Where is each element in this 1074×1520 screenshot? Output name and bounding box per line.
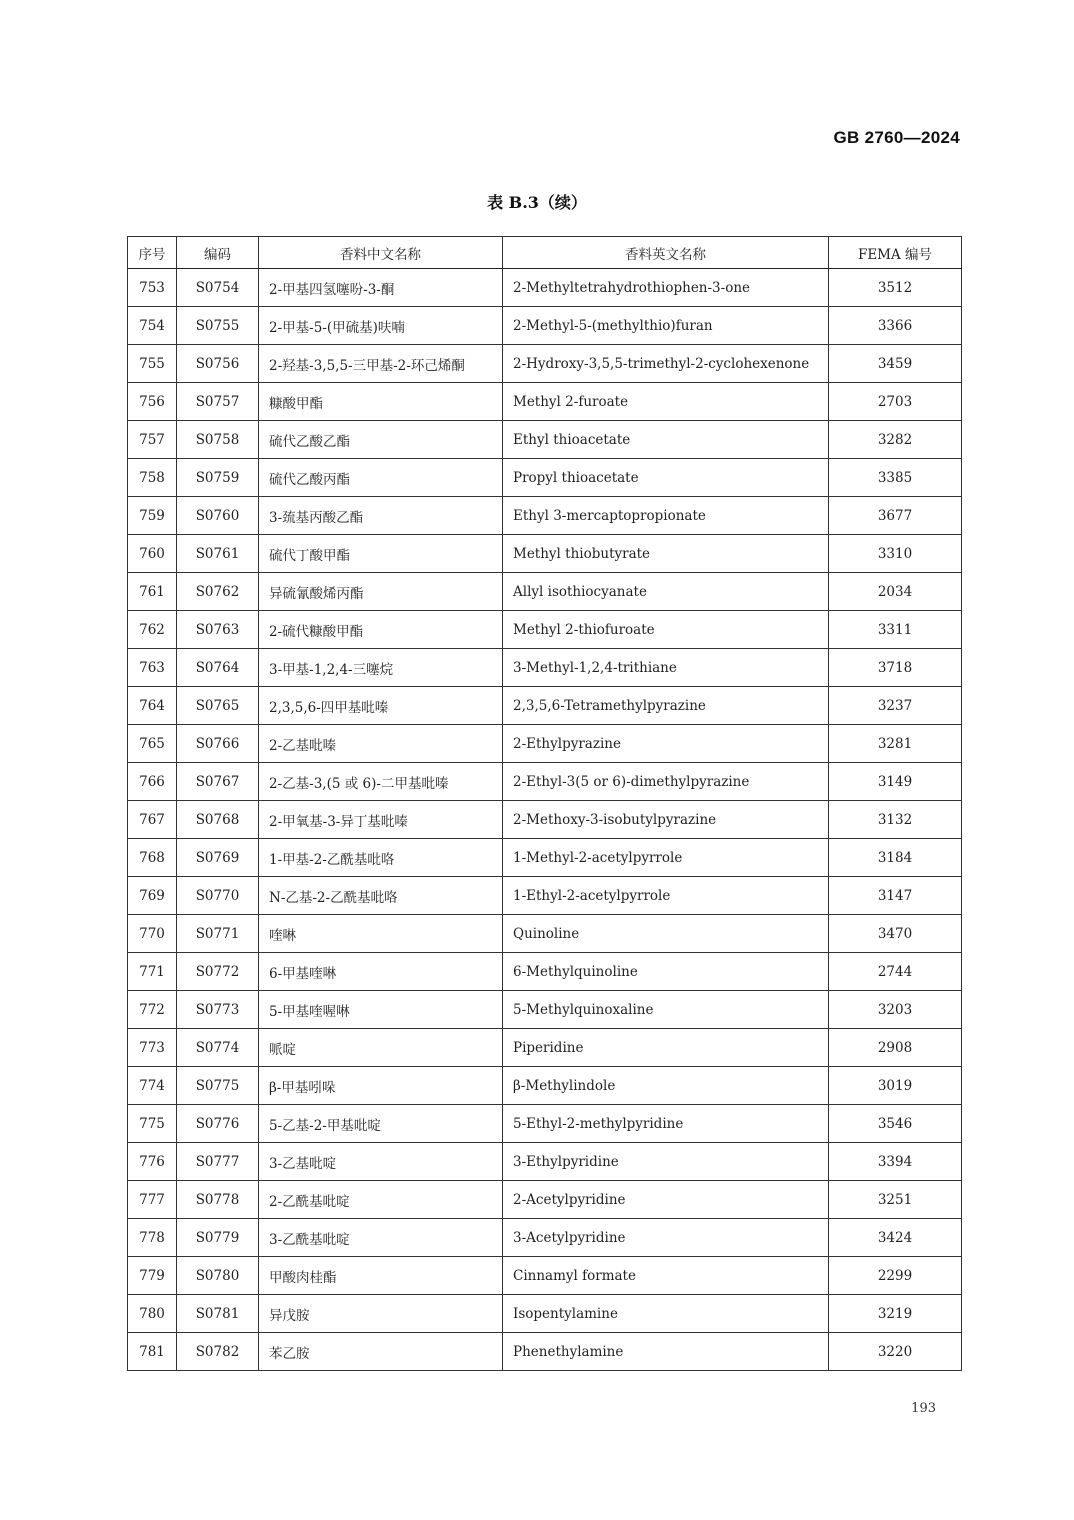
fema-number-cell: 3019	[829, 1067, 962, 1105]
serial-cell: 754	[128, 307, 177, 345]
chinese-name-cell: 2-乙基吡嗪	[259, 725, 503, 763]
english-name-cell: Propyl thioacetate	[503, 459, 829, 497]
serial-cell: 763	[128, 649, 177, 687]
serial-cell: 753	[128, 269, 177, 307]
table-row	[128, 839, 962, 877]
english-name-cell: Allyl isothiocyanate	[503, 573, 829, 611]
table-row	[128, 535, 962, 573]
table-row	[128, 497, 962, 535]
english-name-cell: 2-Methyl-5-(methylthio)furan	[503, 307, 829, 345]
chinese-name-cell: 2,3,5,6-四甲基吡嗪	[259, 687, 503, 725]
column-header-fema-number: FEMA 编号	[829, 237, 962, 269]
fema-number-cell: 3310	[829, 535, 962, 573]
code-cell: S0762	[177, 573, 259, 611]
english-name-cell: Isopentylamine	[503, 1295, 829, 1333]
chinese-name-cell: 6-甲基喹啉	[259, 953, 503, 991]
table-row	[128, 1295, 962, 1333]
english-name-cell: Cinnamyl formate	[503, 1257, 829, 1295]
table-row	[128, 1067, 962, 1105]
fema-number-cell: 3394	[829, 1143, 962, 1181]
fema-number-cell: 3385	[829, 459, 962, 497]
chinese-name-cell: 2-乙酰基吡啶	[259, 1181, 503, 1219]
code-cell: S0766	[177, 725, 259, 763]
serial-cell: 757	[128, 421, 177, 459]
code-cell: S0763	[177, 611, 259, 649]
code-cell: S0777	[177, 1143, 259, 1181]
english-name-cell: Methyl 2-furoate	[503, 383, 829, 421]
chinese-name-cell: 1-甲基-2-乙酰基吡咯	[259, 839, 503, 877]
code-cell: S0756	[177, 345, 259, 383]
code-cell: S0754	[177, 269, 259, 307]
chinese-name-cell: N-乙基-2-乙酰基吡咯	[259, 877, 503, 915]
english-name-cell: 5-Ethyl-2-methylpyridine	[503, 1105, 829, 1143]
fema-number-cell: 2299	[829, 1257, 962, 1295]
serial-cell: 776	[128, 1143, 177, 1181]
fema-number-cell: 2744	[829, 953, 962, 991]
fema-number-cell: 3147	[829, 877, 962, 915]
chinese-name-cell: 2-甲氧基-3-异丁基吡嗪	[259, 801, 503, 839]
code-cell: S0760	[177, 497, 259, 535]
code-cell: S0780	[177, 1257, 259, 1295]
table-row	[128, 991, 962, 1029]
english-name-cell: 1-Ethyl-2-acetylpyrrole	[503, 877, 829, 915]
page-number: 193	[911, 1401, 936, 1416]
code-cell: S0781	[177, 1295, 259, 1333]
chinese-name-cell: 2-羟基-3,5,5-三甲基-2-环己烯酮	[259, 345, 503, 383]
code-cell: S0779	[177, 1219, 259, 1257]
fema-number-cell: 3132	[829, 801, 962, 839]
english-name-cell: 3-Ethylpyridine	[503, 1143, 829, 1181]
fema-number-cell: 3424	[829, 1219, 962, 1257]
table-row	[128, 383, 962, 421]
table-row	[128, 725, 962, 763]
serial-cell: 766	[128, 763, 177, 801]
chinese-name-cell: 3-乙基吡啶	[259, 1143, 503, 1181]
chinese-name-cell: 硫代乙酸乙酯	[259, 421, 503, 459]
table-row	[128, 801, 962, 839]
standard-code: GB 2760—2024	[833, 128, 960, 147]
table-row	[128, 611, 962, 649]
serial-cell: 765	[128, 725, 177, 763]
code-cell: S0765	[177, 687, 259, 725]
table-row	[128, 1105, 962, 1143]
code-cell: S0771	[177, 915, 259, 953]
fema-number-cell: 3546	[829, 1105, 962, 1143]
code-cell: S0764	[177, 649, 259, 687]
fema-number-cell: 3512	[829, 269, 962, 307]
chinese-name-cell: 2-甲基四氢噻吩-3-酮	[259, 269, 503, 307]
code-cell: S0782	[177, 1333, 259, 1371]
serial-cell: 769	[128, 877, 177, 915]
serial-cell: 777	[128, 1181, 177, 1219]
chinese-name-cell: 3-甲基-1,2,4-三噻烷	[259, 649, 503, 687]
fema-number-cell: 3366	[829, 307, 962, 345]
code-cell: S0757	[177, 383, 259, 421]
code-cell: S0778	[177, 1181, 259, 1219]
code-cell: S0776	[177, 1105, 259, 1143]
fema-number-cell: 3677	[829, 497, 962, 535]
column-header-english-name: 香料英文名称	[503, 237, 829, 269]
table-row	[128, 877, 962, 915]
table-row	[128, 573, 962, 611]
table-row	[128, 1181, 962, 1219]
flavor-table	[127, 236, 962, 1371]
english-name-cell: Ethyl thioacetate	[503, 421, 829, 459]
english-name-cell: 1-Methyl-2-acetylpyrrole	[503, 839, 829, 877]
serial-cell: 775	[128, 1105, 177, 1143]
fema-number-cell: 3220	[829, 1333, 962, 1371]
fema-number-cell: 3237	[829, 687, 962, 725]
chinese-name-cell: 5-乙基-2-甲基吡啶	[259, 1105, 503, 1143]
code-cell: S0768	[177, 801, 259, 839]
code-cell: S0773	[177, 991, 259, 1029]
fema-number-cell: 2034	[829, 573, 962, 611]
chinese-name-cell: 3-乙酰基吡啶	[259, 1219, 503, 1257]
serial-cell: 758	[128, 459, 177, 497]
table-row	[128, 421, 962, 459]
fema-number-cell: 2908	[829, 1029, 962, 1067]
column-header-chinese-name: 香料中文名称	[259, 237, 503, 269]
english-name-cell: 2,3,5,6-Tetramethylpyrazine	[503, 687, 829, 725]
serial-cell: 767	[128, 801, 177, 839]
table-row	[128, 1257, 962, 1295]
fema-number-cell: 2703	[829, 383, 962, 421]
serial-cell: 756	[128, 383, 177, 421]
column-header-serial: 序号	[128, 237, 177, 269]
chinese-name-cell: 硫代丁酸甲酯	[259, 535, 503, 573]
code-cell: S0758	[177, 421, 259, 459]
english-name-cell: 5-Methylquinoxaline	[503, 991, 829, 1029]
serial-cell: 780	[128, 1295, 177, 1333]
fema-number-cell: 3459	[829, 345, 962, 383]
fema-number-cell: 3184	[829, 839, 962, 877]
english-name-cell: Ethyl 3-mercaptopropionate	[503, 497, 829, 535]
english-name-cell: 2-Methyltetrahydrothiophen-3-one	[503, 269, 829, 307]
chinese-name-cell: 异戊胺	[259, 1295, 503, 1333]
table-row	[128, 1029, 962, 1067]
table-row	[128, 1143, 962, 1181]
table-row	[128, 1333, 962, 1371]
english-name-cell: Quinoline	[503, 915, 829, 953]
fema-number-cell: 3311	[829, 611, 962, 649]
table-row	[128, 459, 962, 497]
english-name-cell: Piperidine	[503, 1029, 829, 1067]
serial-cell: 781	[128, 1333, 177, 1371]
serial-cell: 770	[128, 915, 177, 953]
serial-cell: 759	[128, 497, 177, 535]
serial-cell: 755	[128, 345, 177, 383]
chinese-name-cell: 硫代乙酸丙酯	[259, 459, 503, 497]
english-name-cell: Methyl thiobutyrate	[503, 535, 829, 573]
serial-cell: 774	[128, 1067, 177, 1105]
fema-number-cell: 3203	[829, 991, 962, 1029]
fema-number-cell: 3149	[829, 763, 962, 801]
english-name-cell: 6-Methylquinoline	[503, 953, 829, 991]
serial-cell: 771	[128, 953, 177, 991]
serial-cell: 760	[128, 535, 177, 573]
serial-cell: 761	[128, 573, 177, 611]
fema-number-cell: 3470	[829, 915, 962, 953]
table-row	[128, 953, 962, 991]
fema-number-cell: 3282	[829, 421, 962, 459]
chinese-name-cell: 2-甲基-5-(甲硫基)呋喃	[259, 307, 503, 345]
serial-cell: 768	[128, 839, 177, 877]
table-row	[128, 345, 962, 383]
english-name-cell: 3-Acetylpyridine	[503, 1219, 829, 1257]
table-row	[128, 307, 962, 345]
english-name-cell: 3-Methyl-1,2,4-trithiane	[503, 649, 829, 687]
code-cell: S0769	[177, 839, 259, 877]
chinese-name-cell: 苯乙胺	[259, 1333, 503, 1371]
serial-cell: 764	[128, 687, 177, 725]
column-header-code: 编码	[177, 237, 259, 269]
table-row	[128, 763, 962, 801]
table-row	[128, 915, 962, 953]
chinese-name-cell: 异硫氰酸烯丙酯	[259, 573, 503, 611]
english-name-cell: 2-Hydroxy-3,5,5-trimethyl-2-cyclohexenone	[503, 345, 829, 383]
english-name-cell: Phenethylamine	[503, 1333, 829, 1371]
code-cell: S0759	[177, 459, 259, 497]
serial-cell: 779	[128, 1257, 177, 1295]
english-name-cell: 2-Methoxy-3-isobutylpyrazine	[503, 801, 829, 839]
english-name-cell: 2-Ethyl-3(5 or 6)-dimethylpyrazine	[503, 763, 829, 801]
code-cell: S0772	[177, 953, 259, 991]
english-name-cell: β-Methylindole	[503, 1067, 829, 1105]
serial-cell: 762	[128, 611, 177, 649]
table-row	[128, 269, 962, 307]
fema-number-cell: 3219	[829, 1295, 962, 1333]
fema-number-cell: 3281	[829, 725, 962, 763]
chinese-name-cell: 2-乙基-3,(5 或 6)-二甲基吡嗪	[259, 763, 503, 801]
header-row	[128, 237, 962, 269]
chinese-name-cell: 5-甲基喹喔啉	[259, 991, 503, 1029]
table-header	[128, 237, 962, 269]
chinese-name-cell: 喹啉	[259, 915, 503, 953]
english-name-cell: 2-Ethylpyrazine	[503, 725, 829, 763]
code-cell: S0770	[177, 877, 259, 915]
english-name-cell: 2-Acetylpyridine	[503, 1181, 829, 1219]
fema-number-cell: 3251	[829, 1181, 962, 1219]
code-cell: S0774	[177, 1029, 259, 1067]
serial-cell: 778	[128, 1219, 177, 1257]
fema-number-cell: 3718	[829, 649, 962, 687]
chinese-name-cell: 哌啶	[259, 1029, 503, 1067]
serial-cell: 773	[128, 1029, 177, 1067]
table-row	[128, 649, 962, 687]
code-cell: S0755	[177, 307, 259, 345]
english-name-cell: Methyl 2-thiofuroate	[503, 611, 829, 649]
chinese-name-cell: 3-巯基丙酸乙酯	[259, 497, 503, 535]
chinese-name-cell: 甲酸肉桂酯	[259, 1257, 503, 1295]
code-cell: S0775	[177, 1067, 259, 1105]
table-title: 表 B.3（续）	[487, 193, 587, 212]
serial-cell: 772	[128, 991, 177, 1029]
chinese-name-cell: β-甲基吲哚	[259, 1067, 503, 1105]
chinese-name-cell: 2-硫代糠酸甲酯	[259, 611, 503, 649]
table-row	[128, 687, 962, 725]
table-row	[128, 1219, 962, 1257]
code-cell: S0767	[177, 763, 259, 801]
table-body	[128, 269, 962, 1371]
code-cell: S0761	[177, 535, 259, 573]
chinese-name-cell: 糠酸甲酯	[259, 383, 503, 421]
